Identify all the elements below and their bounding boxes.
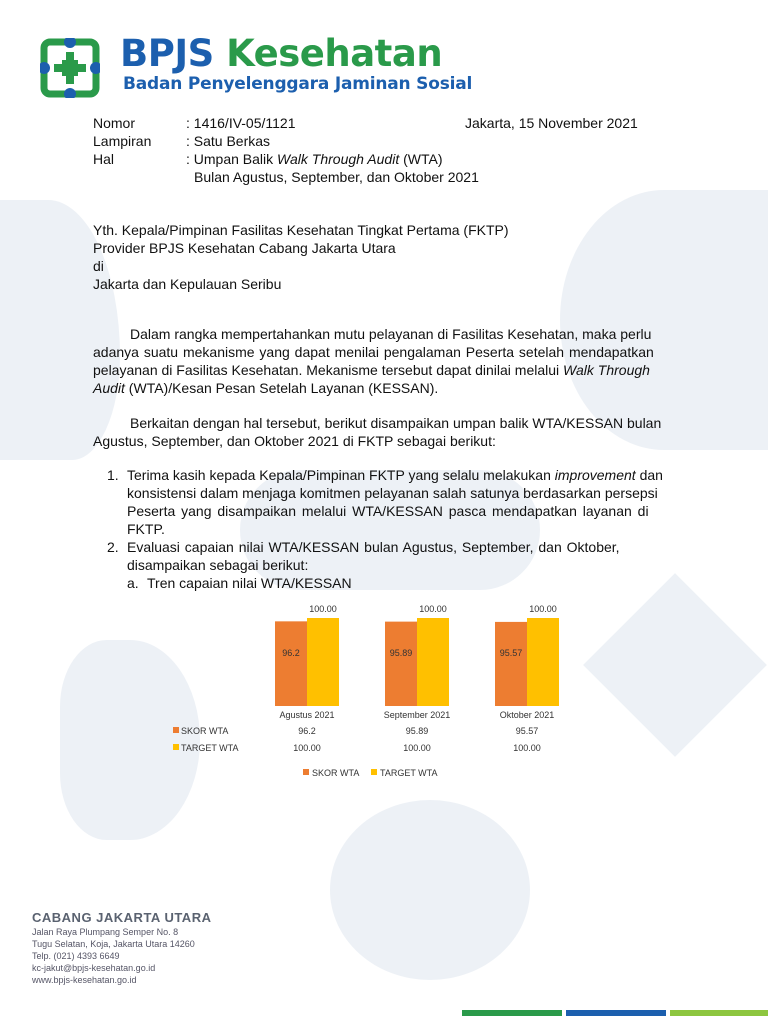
hal-value: : Umpan Balik Walk Through Audit (WTA) <box>186 151 443 167</box>
legend-label: SKOR WTA <box>312 768 360 778</box>
category-label: Oktober 2021 <box>499 710 555 720</box>
paragraph-line: adanya suatu mekanisme yang dapat menilai pengalaman Peserta setelah mendapatkan <box>93 344 654 360</box>
table-cell: 100.00 <box>403 743 431 753</box>
sublist-number: a. <box>127 575 139 591</box>
footer-branch-title: CABANG JAKARTA UTARA <box>32 910 212 925</box>
list-item-line: disampaikan sebagai berikut: <box>127 557 309 573</box>
table-cell: 95.89 <box>405 726 429 736</box>
bpjs-logo-icon <box>40 38 100 98</box>
data-label: 100.00 <box>309 604 337 614</box>
bar-target <box>527 618 559 706</box>
footer-phone: Telp. (021) 4393 6649 <box>32 951 120 961</box>
wta-bar-chart <box>181 592 585 792</box>
lampiran-value: : Satu Berkas <box>186 133 271 149</box>
table-cell: 95.57 <box>515 726 539 736</box>
table-row-label: SKOR WTA <box>181 726 229 736</box>
recipient-line: di <box>93 258 104 274</box>
recipient-line: Yth. Kepala/Pimpinan Fasilitas Kesehatan Tingkat Pertama (FKTP) <box>93 222 509 238</box>
brand-name: BPJS Kesehatan <box>120 32 443 75</box>
table-legend-swatch <box>173 727 179 733</box>
nomor-value: : 1416/IV-05/1121 <box>186 115 296 131</box>
list-number: 1. <box>107 467 119 483</box>
legend-swatch <box>303 769 309 775</box>
category-label: September 2021 <box>383 710 451 720</box>
bar-target <box>417 618 449 706</box>
lampiran-label: Lampiran <box>93 133 152 149</box>
recipient-line: Jakarta dan Kepulauan Seribu <box>93 276 282 292</box>
paragraph-line: Audit (WTA)/Kesan Pesan Setelah Layanan (KESSAN). <box>93 380 439 396</box>
list-item-line: Peserta yang disampaikan melalui WTA/KESSAN pasca mendapatkan layanan di <box>127 503 649 519</box>
table-row-label: TARGET WTA <box>181 743 239 753</box>
paragraph-line: Dalam rangka mempertahankan mutu pelayanan di Fasilitas Kesehatan, maka perlu <box>130 326 652 342</box>
data-label: 95.89 <box>389 648 413 658</box>
data-label: 100.00 <box>529 604 557 614</box>
bar-target <box>307 618 339 706</box>
paragraph-line: Agustus, September, dan Oktober 2021 di FKTP sebagai berikut: <box>93 433 496 449</box>
paragraph-line: Berkaitan dengan hal tersebut, berikut disampaikan umpan balik WTA/KESSAN bulan <box>130 415 662 431</box>
bar-skor <box>495 622 527 706</box>
list-item-line: Terima kasih kepada Kepala/Pimpinan FKTP yang selalu melakukan improvement dan <box>127 467 663 483</box>
brand-subtitle: Badan Penyelenggara Jaminan Sosial <box>123 74 473 94</box>
hal-label: Hal <box>93 151 115 167</box>
legend-label: TARGET WTA <box>380 768 438 778</box>
table-cell: 96.2 <box>298 726 316 736</box>
table-cell: 100.00 <box>293 743 321 753</box>
list-item-line: Evaluasi capaian nilai WTA/KESSAN bulan Agustus, September, dan Oktober, <box>127 539 620 555</box>
list-item-line: FKTP. <box>127 521 165 537</box>
hal-value-line2: Bulan Agustus, September, dan Oktober 2021 <box>194 169 479 185</box>
bar-skor <box>275 621 307 706</box>
legend-swatch <box>371 769 377 775</box>
footer-address: Tugu Selatan, Koja, Jakarta Utara 14260 <box>32 939 195 949</box>
watermark-shape <box>560 190 768 450</box>
watermark-shape <box>60 640 200 840</box>
data-label: 96.2 <box>282 648 300 658</box>
recipient-line: Provider BPJS Kesehatan Cabang Jakarta Utara <box>93 240 396 256</box>
list-number: 2. <box>107 539 119 555</box>
sublist-item: Tren capaian nilai WTA/KESSAN <box>147 575 352 591</box>
table-legend-swatch <box>173 744 179 750</box>
watermark-shape <box>330 800 530 980</box>
data-label: 100.00 <box>419 604 447 614</box>
list-item-line: konsistensi dalam menjaga komitmen pelayanan salah satunya berdasarkan persepsi <box>127 485 658 501</box>
nomor-label: Nomor <box>93 115 136 131</box>
footer-email: kc-jakut@bpjs-kesehatan.go.id <box>32 963 156 973</box>
paragraph-line: pelayanan di Fasilitas Kesehatan. Mekanisme tersebut dapat dinilai melalui Walk Through <box>93 362 650 378</box>
watermark-shape <box>583 573 767 757</box>
letter-date: Jakarta, 15 November 2021 <box>465 115 638 131</box>
bar-skor <box>385 622 417 706</box>
category-label: Agustus 2021 <box>279 710 335 720</box>
data-label: 95.57 <box>499 648 523 658</box>
footer-website: www.bpjs-kesehatan.go.id <box>32 975 137 985</box>
footer-address: Jalan Raya Plumpang Semper No. 8 <box>32 927 179 937</box>
table-cell: 100.00 <box>513 743 541 753</box>
